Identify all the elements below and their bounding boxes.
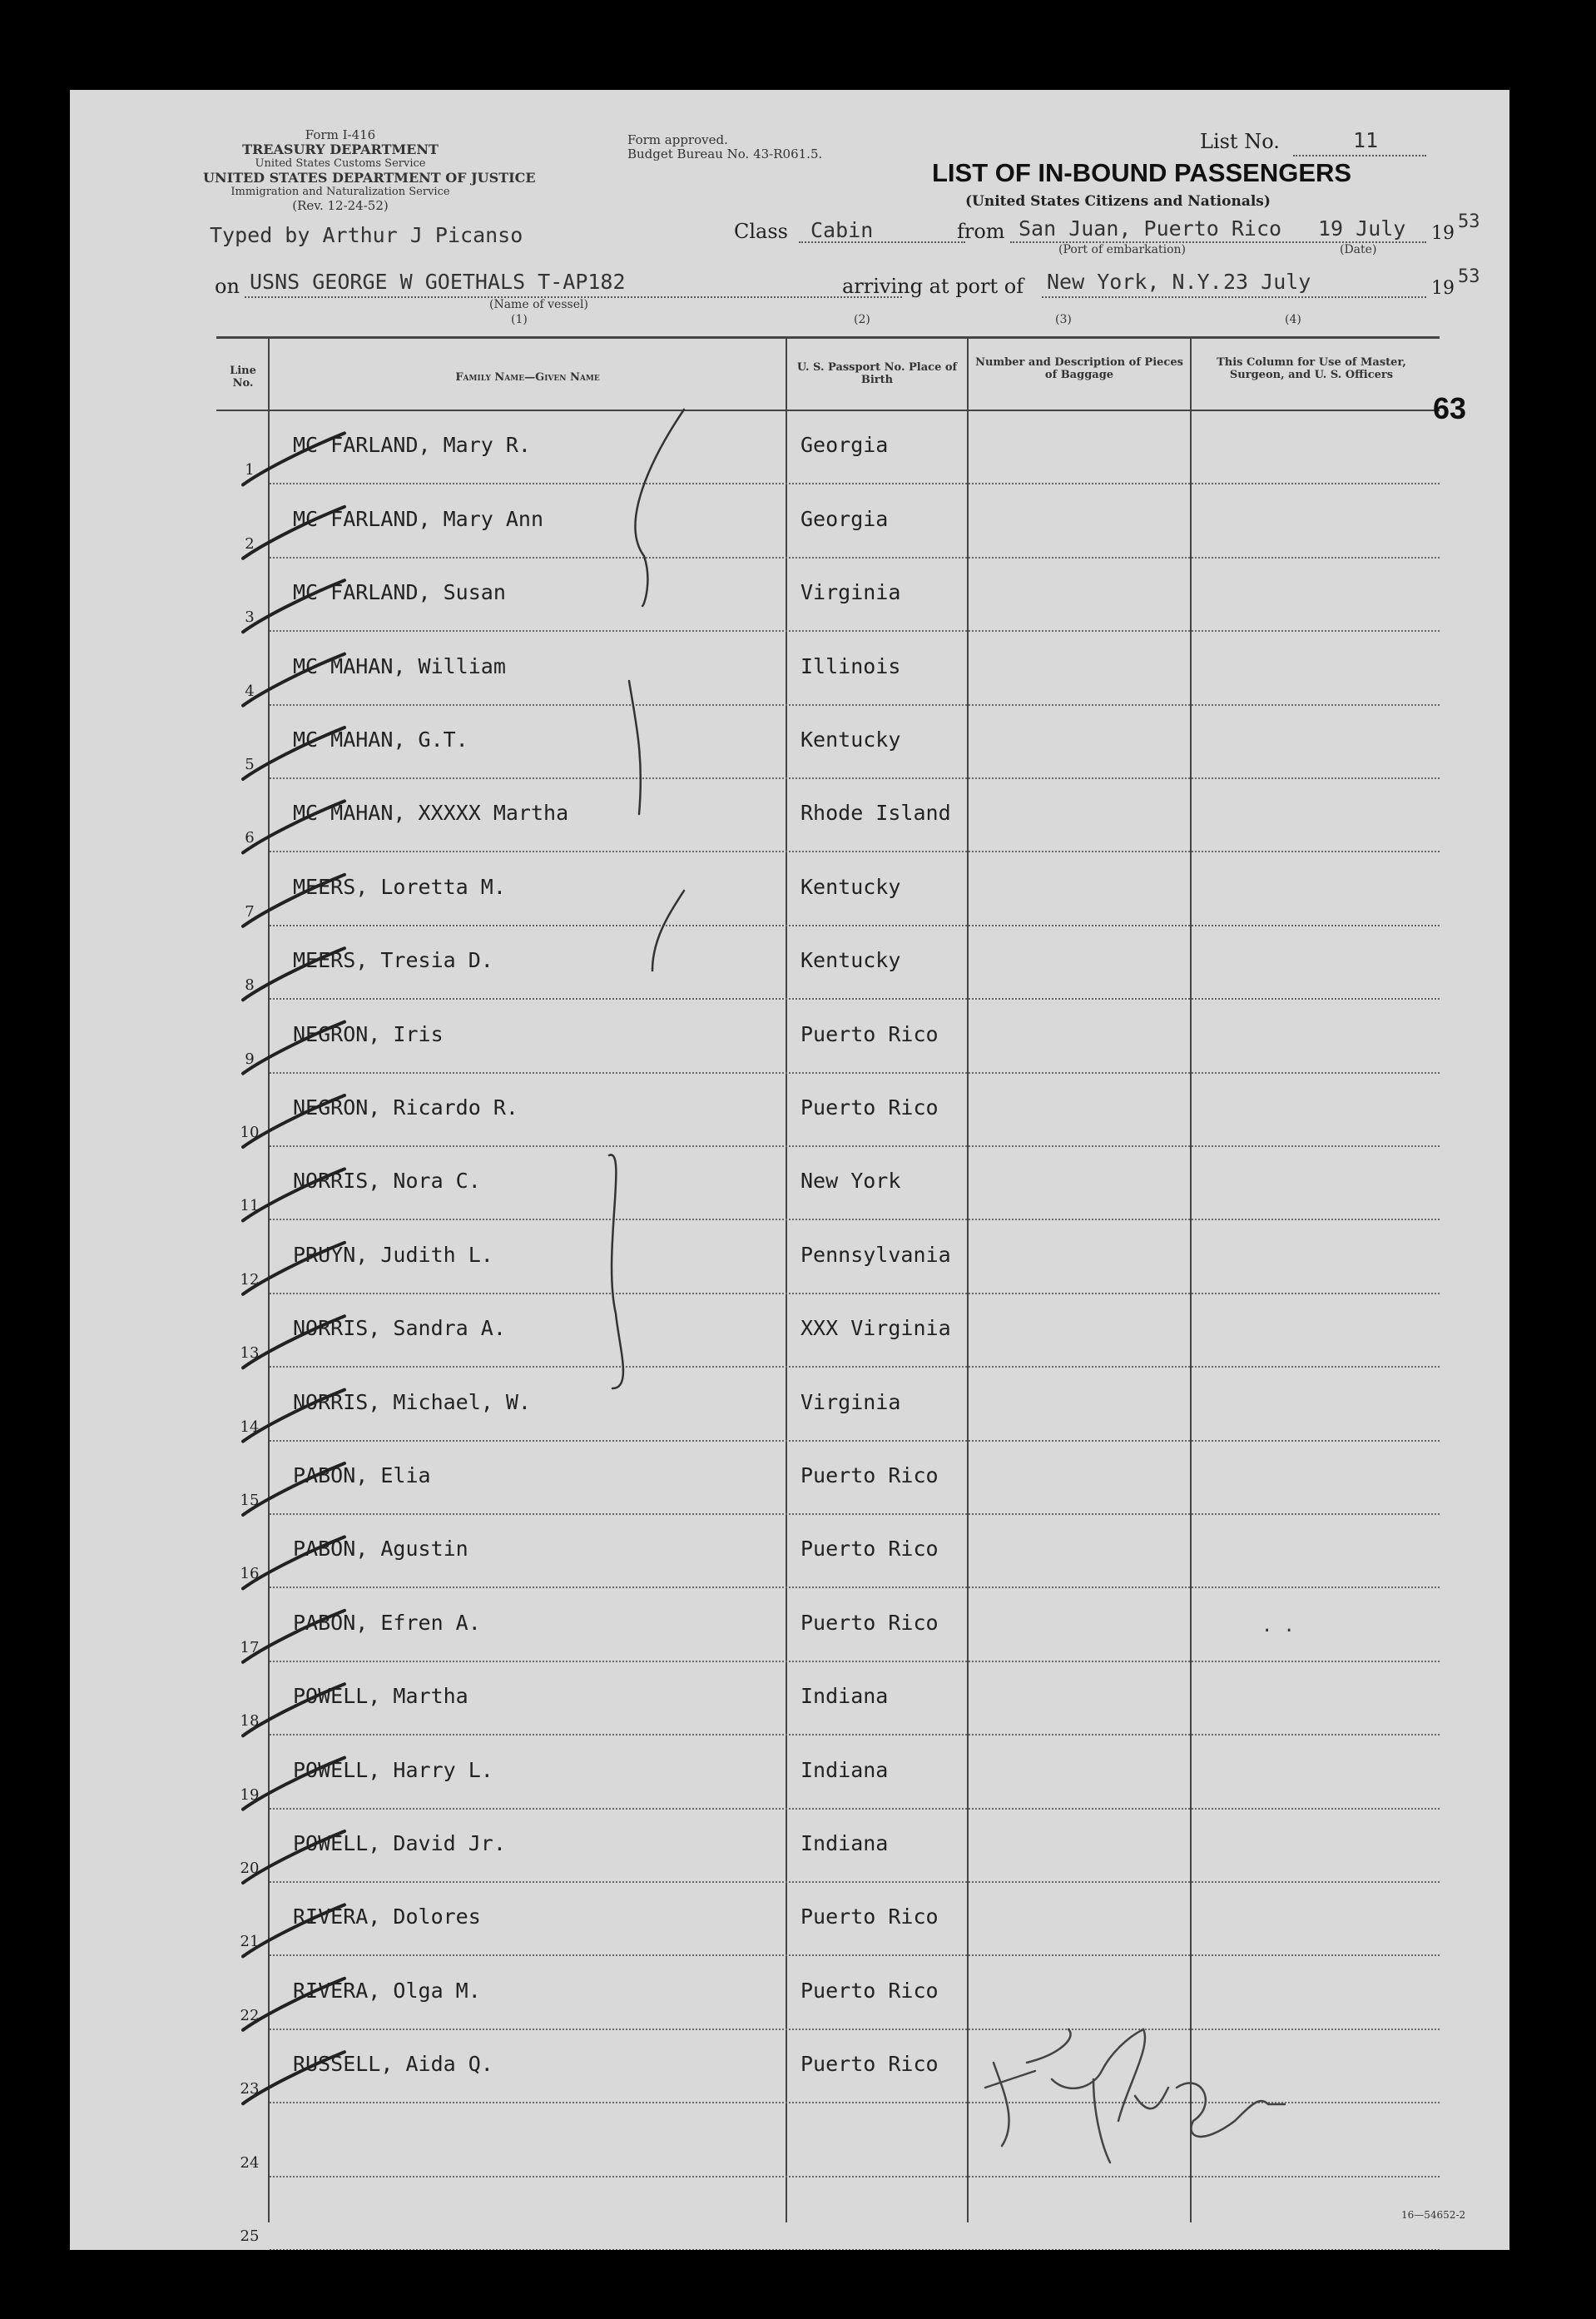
check-mark [243, 875, 344, 926]
passenger-name: POWELL, Martha [293, 1684, 468, 1709]
place-of-birth: Puerto Rico [800, 1021, 939, 1046]
col-header-line-no: Line No. [230, 365, 256, 390]
passenger-name: PABON, Elia [293, 1463, 431, 1487]
check-mark [243, 801, 344, 852]
bracket-mark [635, 410, 684, 606]
place-of-birth: Pennsylvania [800, 1242, 951, 1267]
passenger-name: NEGRON, Iris [293, 1021, 444, 1046]
footer-code: 16—54652-2 [1401, 2209, 1466, 2221]
passenger-name: PABON, Efren A. [293, 1610, 481, 1635]
passenger-name: MC FARLAND, Susan [293, 580, 506, 605]
line-number: 11 [240, 1197, 260, 1215]
vessel-caption: (Name of vessel) [489, 298, 588, 311]
place-of-birth: New York [800, 1169, 901, 1194]
passenger-name: MEERS, Loretta M. [293, 874, 506, 899]
passenger-name: RIVERA, Dolores [293, 1904, 481, 1929]
passenger-name: MC MAHAN, G.T. [293, 727, 468, 752]
bracket-mark [652, 891, 684, 971]
class-label: Class [734, 220, 788, 243]
typed-by: Typed by Arthur J Picanso [210, 223, 523, 247]
line-number: 9 [245, 1050, 255, 1068]
passenger-name: MC MAHAN, William [293, 653, 506, 678]
line-number: 4 [245, 682, 255, 700]
check-mark [243, 654, 344, 706]
check-mark [243, 1537, 344, 1588]
place-of-birth: Puerto Rico [800, 2052, 939, 2077]
list-no-label: List No. [1200, 130, 1280, 153]
check-mark [243, 1758, 344, 1810]
line-number: 6 [245, 829, 255, 847]
check-mark [243, 1684, 344, 1736]
passenger-name: NORRIS, Michael, W. [293, 1389, 531, 1414]
place-of-birth: Virginia [800, 1389, 901, 1414]
place-of-birth: Puerto Rico [800, 1463, 939, 1487]
bracket-mark [629, 681, 641, 814]
passenger-name: MEERS, Tresia D. [293, 948, 493, 973]
line-number: 2 [245, 534, 255, 553]
page-number: 63 [1433, 391, 1467, 425]
check-mark [243, 433, 344, 484]
form-id: Form I-416 [305, 127, 376, 142]
check-mark [243, 2052, 344, 2103]
line-number: 13 [240, 1344, 260, 1363]
check-mark [243, 1904, 344, 1956]
passenger-name: NEGRON, Ricardo R. [293, 1095, 518, 1120]
line-number: 25 [240, 2227, 260, 2245]
passenger-name: RIVERA, Olga M. [293, 1978, 481, 2003]
check-mark [243, 1316, 344, 1368]
place-of-birth: Kentucky [800, 874, 901, 899]
arriving-label: arriving at port of [842, 275, 1024, 298]
check-mark [243, 1243, 344, 1294]
place-of-birth: Kentucky [800, 727, 901, 752]
line-number: 5 [245, 756, 255, 773]
line-number: 23 [240, 2080, 260, 2098]
page-title: LIST OF IN-BOUND PASSENGERS [932, 158, 1352, 187]
place-of-birth: Indiana [800, 1684, 889, 1709]
date-caption: (Date) [1340, 243, 1377, 256]
class-value: Cabin [810, 218, 874, 242]
arrival-port: New York, N.Y. [1047, 270, 1222, 294]
check-mark [243, 1095, 344, 1147]
line-number: 21 [240, 1933, 260, 1951]
place-of-birth: Virginia [800, 580, 901, 605]
line-number: 8 [245, 976, 255, 995]
arrival-year: 53 [1458, 266, 1480, 287]
caption-3: (3) [1055, 313, 1072, 326]
line-number: 17 [240, 1638, 260, 1656]
check-mark [243, 948, 344, 1000]
departure-year: 53 [1458, 211, 1480, 232]
check-mark [243, 1390, 344, 1442]
line-number: 22 [240, 2006, 260, 2024]
vessel-name: USNS GEORGE W GOETHALS T-AP182 [250, 270, 626, 294]
passenger-name: PRUYN, Judith L. [293, 1242, 493, 1267]
line-number: 20 [240, 1860, 260, 1877]
customs-service: United States Customs Service [255, 157, 426, 170]
justice-dept: UNITED STATES DEPARTMENT OF JUSTICE [203, 170, 536, 186]
passenger-name: PABON, Agustin [293, 1537, 468, 1562]
passenger-name: POWELL, Harry L. [293, 1757, 493, 1782]
passenger-name: POWELL, David Jr. [293, 1831, 506, 1855]
line-number: 3 [245, 608, 255, 627]
departure-date: 19 July [1318, 216, 1406, 241]
passenger-name: RUSSELL, Aida Q. [293, 2052, 493, 2077]
bracket-mark [609, 1155, 623, 1388]
embarkation-port: San Juan, Puerto Rico [1019, 216, 1282, 241]
place-of-birth: Indiana [800, 1831, 889, 1855]
passenger-name: NORRIS, Sandra A. [293, 1316, 506, 1341]
line-number: 14 [240, 1418, 260, 1436]
caption-2: (2) [854, 313, 870, 326]
caption-1: (1) [511, 313, 528, 326]
place-of-birth: Illinois [800, 653, 901, 678]
line-number: 7 [245, 902, 255, 921]
check-mark [243, 580, 344, 632]
port-caption: (Port of embarkation) [1058, 243, 1186, 256]
place-of-birth: Puerto Rico [800, 1095, 939, 1120]
ins-service: Immigration and Naturalization Service [230, 186, 450, 198]
from-label: from [957, 220, 1005, 243]
place-of-birth: Puerto Rico [800, 1610, 939, 1635]
arrival-date: 23 July [1223, 270, 1311, 294]
line-number: 18 [240, 1712, 260, 1731]
check-mark [243, 1979, 344, 2030]
place-of-birth: XXX Virginia [800, 1316, 951, 1341]
year-prefix-2: 19 [1431, 278, 1455, 299]
passenger-name: MC FARLAND, Mary Ann [293, 506, 544, 531]
passenger-name: MC FARLAND, Mary R. [293, 433, 531, 458]
line-number: 10 [240, 1124, 260, 1141]
check-mark [243, 1022, 344, 1074]
check-mark [243, 1831, 344, 1883]
place-of-birth: Georgia [800, 506, 889, 531]
col-header-baggage: Number and Description of Pieces of Baggage [975, 356, 1183, 381]
handwritten-marks [70, 90, 1509, 2250]
place-of-birth: Indiana [800, 1757, 889, 1782]
line-number: 24 [240, 2153, 260, 2172]
passenger-name: MC MAHAN, XXXXX Martha [293, 801, 569, 826]
place-of-birth: Georgia [800, 433, 889, 458]
check-mark [243, 1169, 344, 1220]
col-header-name: Family Name—Given Name [455, 371, 600, 384]
line-number: 12 [240, 1270, 260, 1289]
caption-4: (4) [1285, 313, 1301, 326]
officer-signature [985, 2029, 1285, 2163]
check-mark [243, 1611, 344, 1662]
passenger-name: NORRIS, Nora C. [293, 1169, 481, 1194]
on-label: on [215, 275, 240, 298]
list-no-value: 11 [1353, 128, 1379, 152]
manifest-page [70, 90, 1509, 2250]
col-header-officers: This Column for Use of Master, Surgeon, and U. S. Officers [1217, 356, 1406, 381]
line-number: 15 [240, 1492, 260, 1509]
line-number: 1 [245, 461, 255, 479]
line-number: 16 [240, 1565, 260, 1583]
budget-bureau: Budget Bureau No. 43-R061.5. [627, 146, 823, 161]
year-prefix-1: 19 [1431, 223, 1455, 244]
place-of-birth: Puerto Rico [800, 1904, 939, 1929]
page-subtitle: (United States Citizens and Nationals) [965, 193, 1271, 210]
stray-marks: . . [1261, 1616, 1295, 1636]
revision: (Rev. 12-24-52) [292, 198, 389, 213]
place-of-birth: Rhode Island [800, 801, 951, 826]
approval-text: Form approved. [627, 132, 728, 147]
place-of-birth: Puerto Rico [800, 1978, 939, 2003]
treasury-dept: TREASURY DEPARTMENT [242, 142, 439, 157]
check-mark [243, 507, 344, 559]
check-mark [243, 727, 344, 779]
check-mark [243, 1463, 344, 1515]
col-header-passport: U. S. Passport No. Place of Birth [796, 361, 958, 386]
place-of-birth: Puerto Rico [800, 1537, 939, 1562]
place-of-birth: Kentucky [800, 948, 901, 973]
line-number: 19 [240, 1785, 260, 1804]
